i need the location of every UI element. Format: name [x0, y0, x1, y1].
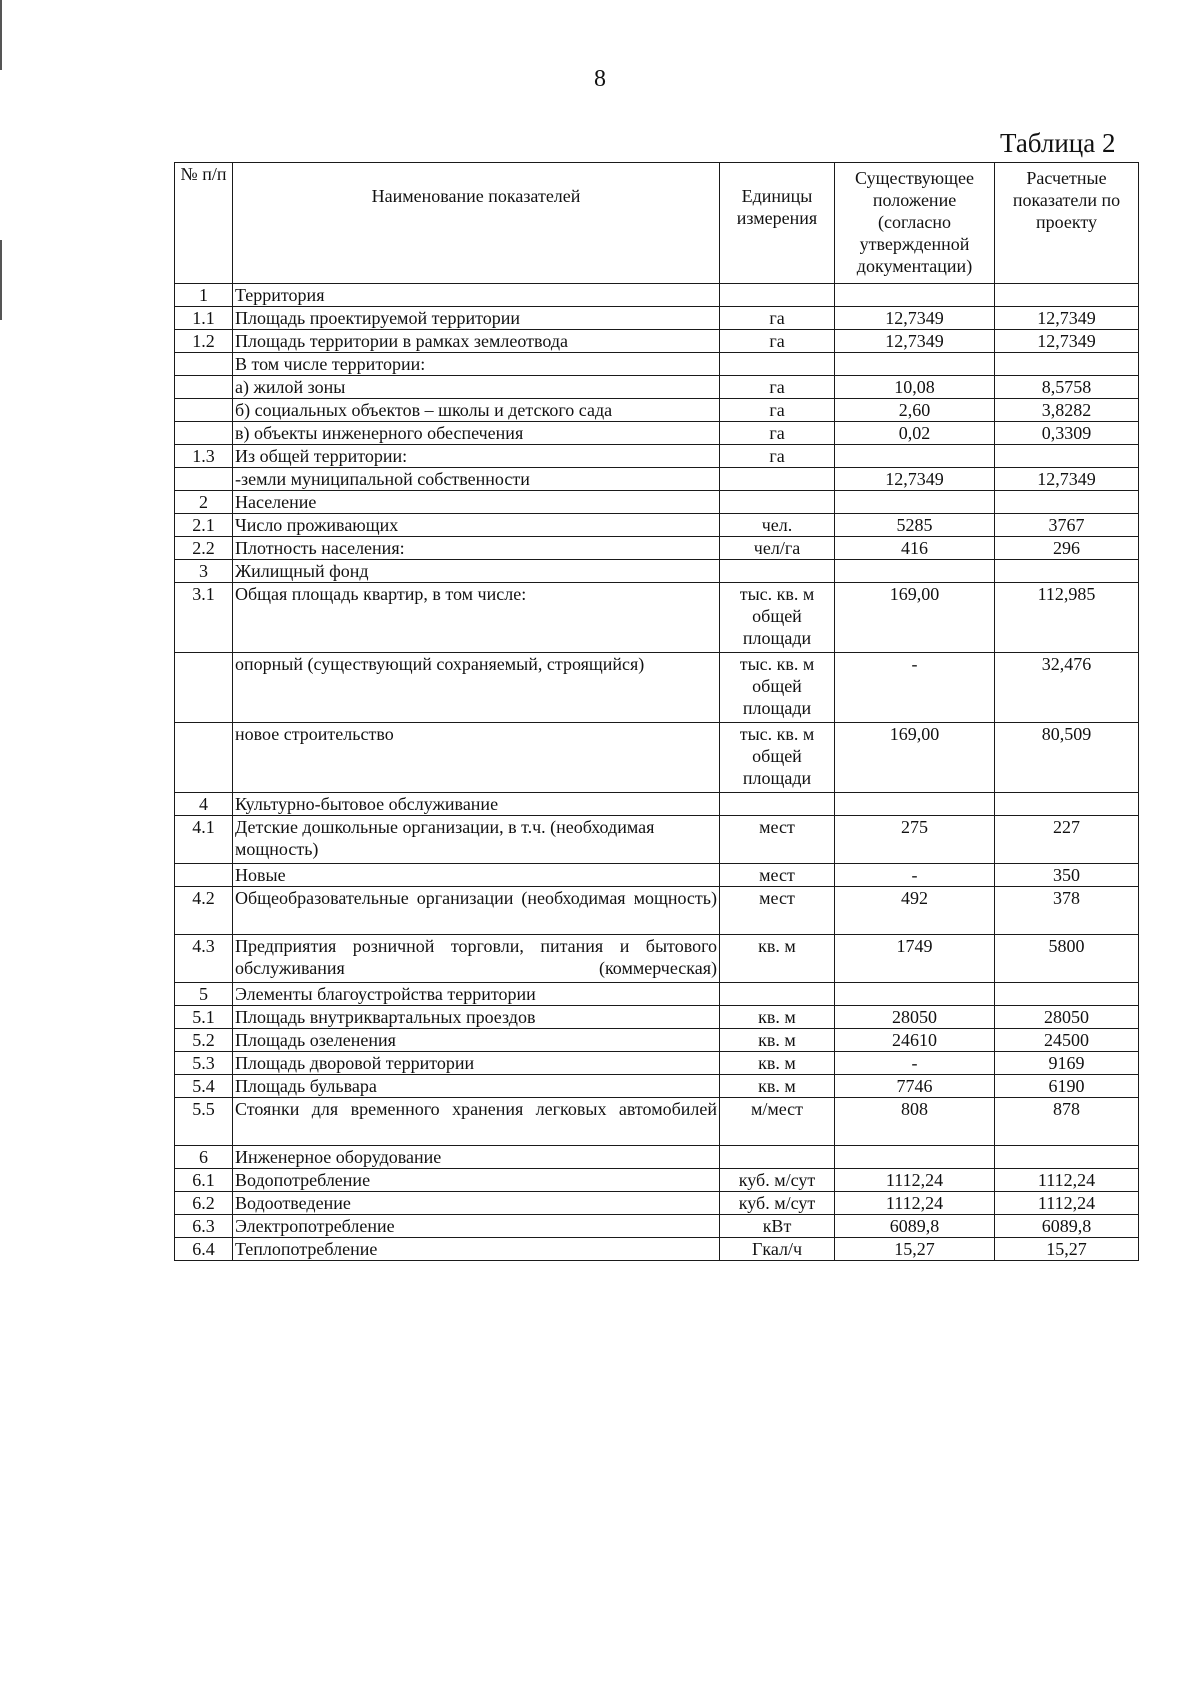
- unit-cell: [720, 468, 835, 491]
- projected-value-cell: 8,5758: [995, 376, 1139, 399]
- row-number-cell: 5.5: [175, 1098, 233, 1146]
- row-number-cell: [175, 468, 233, 491]
- unit-cell: куб. м/сут: [720, 1169, 835, 1192]
- scan-edge-mark: [0, 240, 2, 320]
- projected-value-cell: 24500: [995, 1029, 1139, 1052]
- indicator-name-cell: Территория: [233, 284, 720, 307]
- projected-value-cell: [995, 284, 1139, 307]
- table-row: [175, 537, 1139, 560]
- table-row: [175, 793, 1139, 816]
- projected-value-cell: [995, 491, 1139, 514]
- indicator-name-cell: Новые: [233, 864, 720, 887]
- unit-cell: кв. м: [720, 935, 835, 983]
- existing-value-cell: 1112,24: [835, 1192, 995, 1215]
- existing-value-cell: [835, 284, 995, 307]
- indicator-name-cell: Культурно-бытовое обслуживание: [233, 793, 720, 816]
- projected-value-cell: 12,7349: [995, 468, 1139, 491]
- row-number-cell: 4.1: [175, 816, 233, 864]
- existing-value-cell: 12,7349: [835, 330, 995, 353]
- unit-cell: га: [720, 422, 835, 445]
- table-row: [175, 1052, 1139, 1075]
- indicator-name-cell: б) социальных объектов – школы и детского сада: [233, 399, 720, 422]
- unit-cell: [720, 284, 835, 307]
- row-number-cell: [175, 653, 233, 723]
- projected-value-cell: 15,27: [995, 1238, 1139, 1261]
- table-body: [175, 284, 1139, 1261]
- unit-cell: га: [720, 445, 835, 468]
- projected-value-cell: 12,7349: [995, 330, 1139, 353]
- header-projected: Расчетные показатели по проекту: [995, 163, 1139, 284]
- unit-cell: куб. м/сут: [720, 1192, 835, 1215]
- unit-cell: [720, 1146, 835, 1169]
- existing-value-cell: 275: [835, 816, 995, 864]
- existing-value-cell: [835, 560, 995, 583]
- table-row: [175, 1146, 1139, 1169]
- row-number-cell: 6.1: [175, 1169, 233, 1192]
- unit-cell: тыс. кв. м общей площади: [720, 583, 835, 653]
- row-number-cell: 5.2: [175, 1029, 233, 1052]
- indicator-name-cell: Теплопотребление: [233, 1238, 720, 1261]
- table-row: [175, 353, 1139, 376]
- unit-cell: кв. м: [720, 1029, 835, 1052]
- projected-value-cell: 80,509: [995, 723, 1139, 793]
- projected-value-cell: 350: [995, 864, 1139, 887]
- existing-value-cell: 1749: [835, 935, 995, 983]
- indicator-name-cell: Детские дошкольные организации, в т.ч. (необходимая мощность): [233, 816, 720, 864]
- unit-cell: мест: [720, 864, 835, 887]
- unit-cell: га: [720, 307, 835, 330]
- page-number: 8: [594, 66, 606, 92]
- unit-cell: [720, 793, 835, 816]
- indicator-name-cell: Инженерное оборудование: [233, 1146, 720, 1169]
- table-row: [175, 468, 1139, 491]
- projected-value-cell: 0,3309: [995, 422, 1139, 445]
- table-row: [175, 816, 1139, 864]
- projected-value-cell: [995, 560, 1139, 583]
- projected-value-cell: 1112,24: [995, 1192, 1139, 1215]
- table-row: [175, 1238, 1139, 1261]
- header-name: Наименование показателей: [233, 163, 720, 284]
- existing-value-cell: [835, 491, 995, 514]
- unit-cell: [720, 491, 835, 514]
- unit-cell: [720, 983, 835, 1006]
- row-number-cell: [175, 376, 233, 399]
- projected-value-cell: 3,8282: [995, 399, 1139, 422]
- table-row: [175, 560, 1139, 583]
- row-number-cell: [175, 399, 233, 422]
- existing-value-cell: 416: [835, 537, 995, 560]
- unit-cell: тыс. кв. м общей площади: [720, 723, 835, 793]
- unit-cell: тыс. кв. м общей площади: [720, 653, 835, 723]
- indicator-name-cell: Стоянки для временного хранения легковых автомобилей: [233, 1098, 720, 1146]
- indicator-name-cell: Общеобразовательные организации (необходимая мощность): [233, 887, 720, 935]
- existing-value-cell: [835, 353, 995, 376]
- indicator-name-cell: Население: [233, 491, 720, 514]
- projected-value-cell: 296: [995, 537, 1139, 560]
- existing-value-cell: 0,02: [835, 422, 995, 445]
- existing-value-cell: 2,60: [835, 399, 995, 422]
- table-row: [175, 1098, 1139, 1146]
- indicator-name-cell: Из общей территории:: [233, 445, 720, 468]
- row-number-cell: 2.1: [175, 514, 233, 537]
- unit-cell: [720, 560, 835, 583]
- existing-value-cell: 10,08: [835, 376, 995, 399]
- existing-value-cell: -: [835, 1052, 995, 1075]
- indicator-name-cell: В том числе территории:: [233, 353, 720, 376]
- row-number-cell: 2: [175, 491, 233, 514]
- row-number-cell: 5.3: [175, 1052, 233, 1075]
- existing-value-cell: [835, 983, 995, 1006]
- indicator-name-cell: Площадь территории в рамках землеотвода: [233, 330, 720, 353]
- existing-value-cell: [835, 793, 995, 816]
- unit-cell: мест: [720, 887, 835, 935]
- indicator-name-cell: -земли муниципальной собственности: [233, 468, 720, 491]
- indicator-name-cell: Площадь бульвара: [233, 1075, 720, 1098]
- indicator-name-cell: а) жилой зоны: [233, 376, 720, 399]
- table-row: [175, 284, 1139, 307]
- row-number-cell: 5.1: [175, 1006, 233, 1029]
- unit-cell: кв. м: [720, 1075, 835, 1098]
- row-number-cell: [175, 864, 233, 887]
- existing-value-cell: 1112,24: [835, 1169, 995, 1192]
- unit-cell: га: [720, 376, 835, 399]
- indicator-name-cell: Площадь дворовой территории: [233, 1052, 720, 1075]
- indicator-name-cell: Элементы благоустройства территории: [233, 983, 720, 1006]
- row-number-cell: 1.3: [175, 445, 233, 468]
- indicator-name-cell: в) объекты инженерного обеспечения: [233, 422, 720, 445]
- row-number-cell: 3: [175, 560, 233, 583]
- projected-value-cell: 1112,24: [995, 1169, 1139, 1192]
- indicator-name-cell: новое строительство: [233, 723, 720, 793]
- table-row: [175, 330, 1139, 353]
- projected-value-cell: [995, 445, 1139, 468]
- row-number-cell: 4: [175, 793, 233, 816]
- table-row: [175, 1169, 1139, 1192]
- projected-value-cell: 227: [995, 816, 1139, 864]
- indicator-name-cell: Водопотребление: [233, 1169, 720, 1192]
- existing-value-cell: 169,00: [835, 583, 995, 653]
- indicator-name-cell: Водоотведение: [233, 1192, 720, 1215]
- table-row: [175, 422, 1139, 445]
- existing-value-cell: [835, 1146, 995, 1169]
- indicator-name-cell: Площадь внутриквартальных проездов: [233, 1006, 720, 1029]
- row-number-cell: 1.2: [175, 330, 233, 353]
- table-row: [175, 307, 1139, 330]
- existing-value-cell: 28050: [835, 1006, 995, 1029]
- row-number-cell: 5.4: [175, 1075, 233, 1098]
- existing-value-cell: [835, 445, 995, 468]
- unit-cell: чел/га: [720, 537, 835, 560]
- indicators-table: [174, 162, 1139, 1261]
- table-row: [175, 864, 1139, 887]
- projected-value-cell: [995, 1146, 1139, 1169]
- row-number-cell: 4.3: [175, 935, 233, 983]
- existing-value-cell: -: [835, 653, 995, 723]
- indicator-name-cell: Площадь проектируемой территории: [233, 307, 720, 330]
- row-number-cell: 2.2: [175, 537, 233, 560]
- unit-cell: га: [720, 330, 835, 353]
- existing-value-cell: 12,7349: [835, 468, 995, 491]
- existing-value-cell: 492: [835, 887, 995, 935]
- indicator-name-cell: Общая площадь квартир, в том числе:: [233, 583, 720, 653]
- existing-value-cell: -: [835, 864, 995, 887]
- table-row: [175, 935, 1139, 983]
- unit-cell: м/мест: [720, 1098, 835, 1146]
- projected-value-cell: [995, 353, 1139, 376]
- indicator-name-cell: Электропотребление: [233, 1215, 720, 1238]
- table-row: [175, 983, 1139, 1006]
- existing-value-cell: 12,7349: [835, 307, 995, 330]
- unit-cell: чел.: [720, 514, 835, 537]
- header-num: № п/п: [175, 163, 233, 284]
- existing-value-cell: 24610: [835, 1029, 995, 1052]
- projected-value-cell: 6190: [995, 1075, 1139, 1098]
- row-number-cell: 1: [175, 284, 233, 307]
- unit-cell: [720, 353, 835, 376]
- scan-edge-mark: [0, 0, 2, 70]
- table-row: [175, 445, 1139, 468]
- projected-value-cell: 3767: [995, 514, 1139, 537]
- row-number-cell: [175, 723, 233, 793]
- row-number-cell: 5: [175, 983, 233, 1006]
- projected-value-cell: 6089,8: [995, 1215, 1139, 1238]
- table-row: [175, 1075, 1139, 1098]
- projected-value-cell: 32,476: [995, 653, 1139, 723]
- projected-value-cell: 5800: [995, 935, 1139, 983]
- existing-value-cell: 7746: [835, 1075, 995, 1098]
- table-row: [175, 723, 1139, 793]
- row-number-cell: [175, 353, 233, 376]
- row-number-cell: 6: [175, 1146, 233, 1169]
- row-number-cell: 6.2: [175, 1192, 233, 1215]
- projected-value-cell: 28050: [995, 1006, 1139, 1029]
- table-row: [175, 887, 1139, 935]
- projected-value-cell: [995, 793, 1139, 816]
- table-row: [175, 1192, 1139, 1215]
- indicator-name-cell: Жилищный фонд: [233, 560, 720, 583]
- unit-cell: га: [720, 399, 835, 422]
- table-row: [175, 514, 1139, 537]
- table-row: [175, 399, 1139, 422]
- projected-value-cell: 12,7349: [995, 307, 1139, 330]
- existing-value-cell: 808: [835, 1098, 995, 1146]
- projected-value-cell: 378: [995, 887, 1139, 935]
- unit-cell: кВт: [720, 1215, 835, 1238]
- table-row: [175, 376, 1139, 399]
- row-number-cell: [175, 422, 233, 445]
- header-existing: Существующее положение (согласно утвержденной документации): [835, 163, 995, 284]
- indicator-name-cell: Площадь озеленения: [233, 1029, 720, 1052]
- existing-value-cell: 169,00: [835, 723, 995, 793]
- unit-cell: мест: [720, 816, 835, 864]
- unit-cell: кв. м: [720, 1006, 835, 1029]
- indicator-name-cell: Плотность населения:: [233, 537, 720, 560]
- projected-value-cell: 112,985: [995, 583, 1139, 653]
- row-number-cell: 6.3: [175, 1215, 233, 1238]
- table-row: [175, 1215, 1139, 1238]
- existing-value-cell: 5285: [835, 514, 995, 537]
- existing-value-cell: 6089,8: [835, 1215, 995, 1238]
- table-row: [175, 1006, 1139, 1029]
- table-caption: Таблица 2: [1000, 128, 1116, 158]
- indicator-name-cell: опорный (существующий сохраняемый, строящийся): [233, 653, 720, 723]
- row-number-cell: 6.4: [175, 1238, 233, 1261]
- table-header-row: [175, 163, 1139, 284]
- table-row: [175, 583, 1139, 653]
- existing-value-cell: 15,27: [835, 1238, 995, 1261]
- table-row: [175, 491, 1139, 514]
- row-number-cell: 3.1: [175, 583, 233, 653]
- indicator-name-cell: Число проживающих: [233, 514, 720, 537]
- row-number-cell: 4.2: [175, 887, 233, 935]
- unit-cell: Гкал/ч: [720, 1238, 835, 1261]
- projected-value-cell: [995, 983, 1139, 1006]
- table-row: [175, 1029, 1139, 1052]
- header-unit: Единицы измерения: [720, 163, 835, 284]
- projected-value-cell: 878: [995, 1098, 1139, 1146]
- projected-value-cell: 9169: [995, 1052, 1139, 1075]
- table-row: [175, 653, 1139, 723]
- indicator-name-cell: Предприятия розничной торговли, питания и бытового обслуживания (коммерческая): [233, 935, 720, 983]
- unit-cell: кв. м: [720, 1052, 835, 1075]
- row-number-cell: 1.1: [175, 307, 233, 330]
